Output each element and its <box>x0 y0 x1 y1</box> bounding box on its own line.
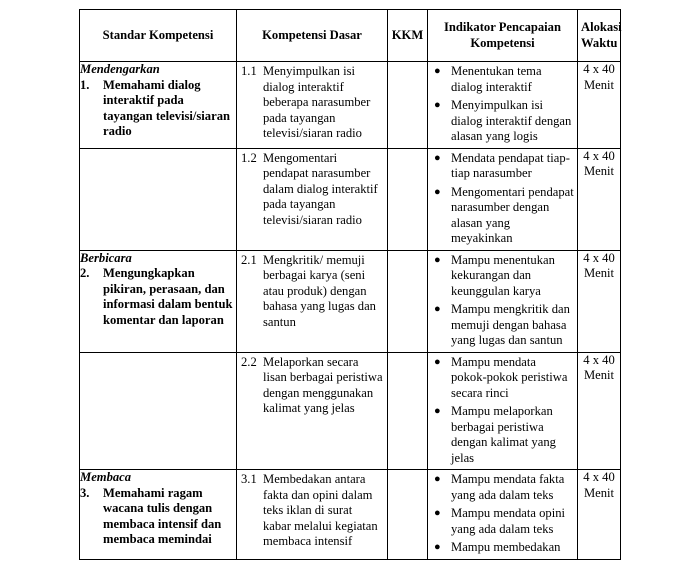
indicator-text: Mampu menentukan kekurangan dan keunggulan karya <box>451 252 555 298</box>
table-row <box>80 148 621 250</box>
time-unit: Menit <box>583 164 615 178</box>
aspect-label: Membaca <box>80 470 132 484</box>
kkm-cell <box>388 62 428 149</box>
indicator-text: Mampu melaporkan berbagai peristiwa dengan kalimat yang jelas <box>451 404 556 465</box>
header-indikator: Indikator Pencapaian Kompetensi <box>428 10 578 62</box>
sk-number: 2. <box>80 266 90 280</box>
kd-cell <box>237 250 388 352</box>
kkm-cell <box>388 148 428 250</box>
bullet-icon: ● <box>434 151 441 164</box>
list-item <box>434 185 574 247</box>
bullet-icon: ● <box>434 473 441 485</box>
header-alokasi-waktu: Alokasi Waktu <box>578 10 621 62</box>
time-unit: Menit <box>583 485 615 500</box>
list-item <box>434 253 574 300</box>
indicator-text: Mampu mendata opini yang ada dalam teks <box>451 506 566 536</box>
bullet-icon: ● <box>434 253 441 266</box>
list-item <box>434 472 574 503</box>
sk-text: Memahami dialog interaktif pada tayangan televisi/siaran radio <box>103 77 230 138</box>
indicator-text: Mampu membedakan <box>451 540 561 554</box>
indicator-text: Menyimpulkan isi dialog interaktif dengan alasan yang logis <box>451 98 572 143</box>
kd-number: 1.1 <box>241 64 257 78</box>
indikator-cell <box>428 352 578 470</box>
indicator-text: Mampu mengkritik dan memuji dengan bahasa yang lugas dan santun <box>451 302 570 347</box>
kd-text: Mengkritik/ memuji berbagai karya (seni atau produk) dengan bahasa yang lugas dan santun <box>263 252 376 329</box>
kd-text: Melaporkan secara lisan berbagai peristiwa dengan menggunakan kalimat yang jelas <box>263 354 383 415</box>
time-value: 4 x 40 <box>583 148 615 163</box>
kd-text: Mengomentari pendapat narasumber dalam dialog interaktif pada tayangan televisi/siaran radio <box>263 150 378 227</box>
bullet-icon: ● <box>434 185 441 198</box>
kd-number: 1.2 <box>241 150 257 165</box>
standar-cell <box>80 470 237 560</box>
time-value: 4 x 40 <box>583 250 615 265</box>
time-unit: Menit <box>583 77 615 92</box>
kd-number: 2.1 <box>241 252 257 267</box>
list-item <box>434 404 574 466</box>
kd-cell <box>237 352 388 470</box>
indicator-text: Mampu mendata fakta yang ada dalam teks <box>451 472 565 502</box>
kd-number: 2.2 <box>241 354 257 369</box>
time-value: 4 x 40 <box>583 352 615 367</box>
sk-number: 3. <box>80 485 90 500</box>
indicator-text: Mendata pendapat tiap-tiap narasumber <box>451 150 570 180</box>
table-row <box>80 470 621 560</box>
kkm-cell <box>388 352 428 470</box>
standar-cell <box>80 62 237 149</box>
kd-text: Menyimpulkan isi dialog interaktif beberapa narasumber pada tayangan televisi/siaran radio <box>263 64 371 140</box>
aspect-label: Mendengarkan <box>80 62 160 76</box>
standar-cell <box>80 250 237 352</box>
kd-cell <box>237 148 388 250</box>
bullet-icon: ● <box>434 303 441 315</box>
kkm-cell <box>388 250 428 352</box>
bullet-icon: ● <box>434 507 441 519</box>
syllabus-table <box>79 9 621 560</box>
list-item <box>434 540 574 556</box>
list-item <box>434 302 574 349</box>
standar-cell <box>80 352 237 470</box>
table-row <box>80 352 621 470</box>
alokasi-cell <box>578 352 621 470</box>
aspect-label: Berbicara <box>80 250 132 265</box>
time-value: 4 x 40 <box>583 470 615 484</box>
alokasi-cell <box>578 62 621 149</box>
list-item <box>434 355 574 402</box>
time-unit: Menit <box>583 368 615 382</box>
kd-number: 3.1 <box>241 472 257 486</box>
indicator-text: Menentukan tema dialog interaktif <box>451 64 542 94</box>
header-standar-kompetensi: Standar Kompetensi <box>80 10 237 62</box>
indikator-cell <box>428 470 578 560</box>
alokasi-cell <box>578 250 621 352</box>
bullet-icon: ● <box>434 99 441 111</box>
time-value: 4 x 40 <box>583 62 615 76</box>
indikator-cell <box>428 250 578 352</box>
kd-cell <box>237 470 388 560</box>
standar-cell <box>80 148 237 250</box>
table-row <box>80 250 621 352</box>
kd-cell <box>237 62 388 149</box>
sk-text: Mengungkapkan pikiran, perasaan, dan informasi dalam bentuk komentar dan laporan <box>103 266 233 327</box>
indicator-text: Mengomentari pendapat narasumber dengan alasan yang meyakinkan <box>451 184 574 245</box>
alokasi-cell <box>578 148 621 250</box>
list-item <box>434 98 574 145</box>
header-kompetensi-dasar: Kompetensi Dasar <box>237 10 388 62</box>
header-kkm: KKM <box>388 10 428 62</box>
kd-text: Membedakan antara fakta dan opini dalam teks iklan di surat kabar melalui kegiatan membaca intensif <box>263 472 378 548</box>
header-row <box>80 10 621 62</box>
alokasi-cell <box>578 470 621 560</box>
time-unit: Menit <box>583 266 615 280</box>
sk-text: Memahami ragam wacana tulis dengan membaca intensif dan membaca memindai <box>103 485 222 546</box>
kkm-cell <box>388 470 428 560</box>
bullet-icon: ● <box>434 65 441 77</box>
indikator-cell <box>428 148 578 250</box>
list-item <box>434 151 574 182</box>
bullet-icon: ● <box>434 405 441 417</box>
indikator-cell <box>428 62 578 149</box>
bullet-icon: ● <box>434 541 441 553</box>
table-row <box>80 62 621 149</box>
list-item <box>434 64 574 95</box>
list-item <box>434 506 574 537</box>
indicator-text: Mampu mendata pokok-pokok peristiwa secara rinci <box>451 354 568 400</box>
sk-number: 1. <box>80 77 90 92</box>
bullet-icon: ● <box>434 355 441 368</box>
